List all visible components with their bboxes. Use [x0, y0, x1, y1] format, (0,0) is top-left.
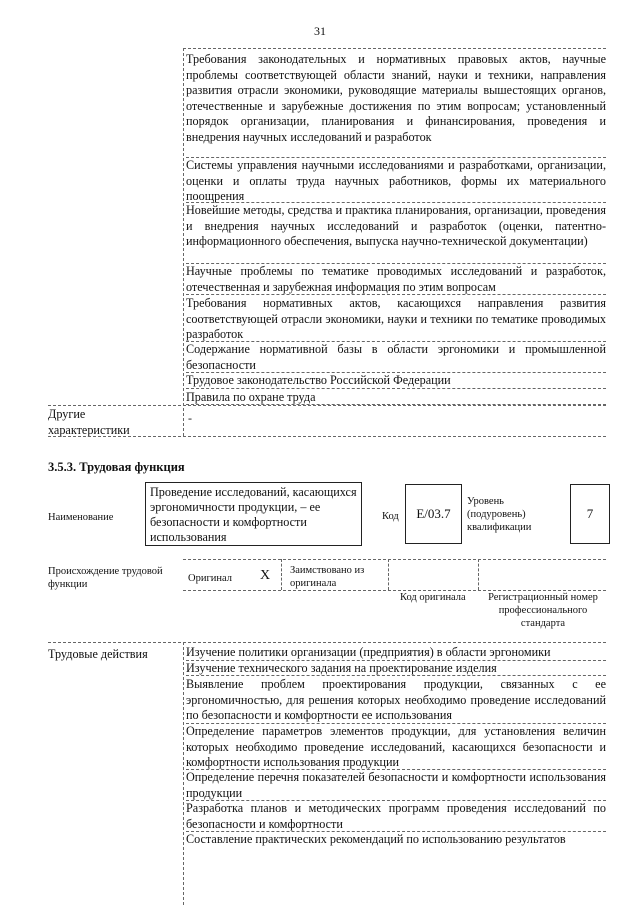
labor-actions-label: Трудовые действия [48, 647, 148, 661]
code-original-label: Код оригинала [400, 592, 466, 603]
labor-action-item: Определение параметров элементов продукции, для установления величин которых необходимо проведение исследований, касающихся безопасности и комфортности использования продукции [186, 724, 606, 769]
knowledge-row: Требования нормативных актов, касающихся направления развития соответствующей отрасли экономики, науки и техники по тематике проводимых разработок [186, 296, 606, 341]
original-label: Оригинал [188, 573, 232, 584]
knowledge-row: Научные проблемы по тематике проводимых исследований и разработок, отечественная и зарубежная информация по этим вопросам [186, 264, 606, 294]
labor-action-item: Определение перечня показателей безопасности и комфортности использования продукции [186, 770, 606, 800]
origin-divider [478, 559, 479, 590]
labor-action-item: Разработка планов и методических программ проведения исследований по безопасности и комфортности [186, 801, 606, 831]
origin-divider [281, 559, 282, 590]
origin-top-rule [183, 559, 606, 560]
level-label: Уровень (подуровень) квалификации [467, 496, 532, 533]
knowledge-row: Правила по охране труда [186, 390, 606, 405]
borrowed-label: Заимствовано из оригинала [290, 565, 365, 589]
table-divider [183, 48, 184, 436]
section-title: 3.5.3. Трудовая функция [48, 460, 185, 474]
knowledge-row: Требования законодательных и нормативных правовых актов, научные проблемы соответствующей области знаний, науки и техники, направления развития отрасли экономики, руководящие материалы вышестоящих органов, отечественные и зарубежные достижения по этим вопросам; установленный порядок организации, планирования и финансирования, проведения и внедрения научных исследований и разработок [186, 52, 606, 158]
reg-number-label: Регистрационный номер профессионального стандарта [488, 592, 598, 629]
labor-action-item: Изучение технического задания на проектирование изделия [186, 661, 606, 676]
labor-action-item: Изучение политики организации (предприятия) в области эргономики [186, 645, 606, 661]
name-label: Наименование [48, 512, 114, 523]
table-top-rule [183, 48, 606, 49]
labor-action-item: Составление практических рекомендаций по использованию результатов [186, 832, 566, 846]
knowledge-row: Трудовое законодательство Российской Федерации [186, 373, 606, 389]
code-box: Е/03.7 [405, 484, 462, 544]
code-label: Код [382, 511, 399, 522]
other-characteristics-label: Другие характеристики [48, 407, 130, 437]
other-characteristics-value: - [188, 411, 192, 425]
knowledge-row: Новейшие методы, средства и практика планирования, организации, проведения и внедрения научных исследований и разработок (оценки, патентно-информационного обеспечения, выпуска научно-технической документации) [186, 203, 606, 264]
function-name-box: Проведение исследований, касающихся эргономичности продукции, – ее безопасности и комфортности использования [145, 482, 362, 546]
table-divider [183, 642, 184, 905]
origin-label: Происхождение трудовой функции [48, 566, 163, 590]
origin-divider [388, 559, 389, 590]
knowledge-row: Системы управления научными исследованиями и разработками, организации, оценки и оплаты труда научных работников, формы их материального поощрения [186, 158, 606, 203]
original-mark: X [260, 568, 271, 583]
page-number: 31 [314, 24, 326, 38]
labor-actions-top-rule [48, 642, 606, 643]
level-box: 7 [570, 484, 610, 544]
labor-action-item: Выявление проблем проектирования продукции, связанных с ее эргономичностью, для решения которых необходимо проведение исследований по безопасности и комфортности ее использования [186, 677, 606, 722]
other-characteristics-bottom-rule [48, 436, 606, 437]
knowledge-row: Содержание нормативной базы в области эргономики и промышленной безопасности [186, 342, 606, 372]
